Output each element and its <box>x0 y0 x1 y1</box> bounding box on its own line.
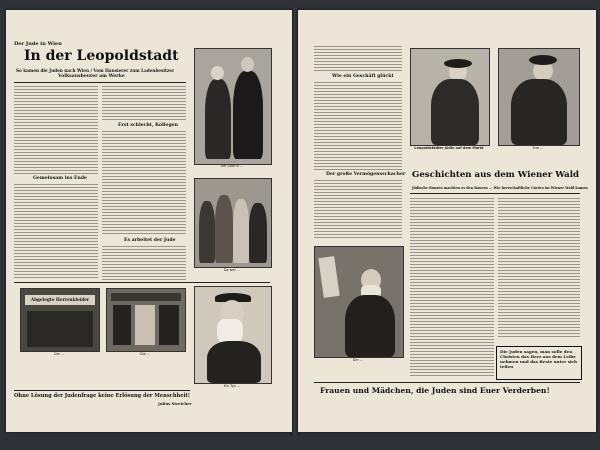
caption: Ihre ... <box>532 146 544 150</box>
figure <box>249 203 267 263</box>
hat <box>529 55 557 65</box>
subhead: Wie ein Geschäft glückt <box>332 74 394 79</box>
subtitle-line1: So kamen die Juden nach Wien / Vom Hausierer zum Ladenbesitzer <box>16 68 175 73</box>
left-page <box>6 10 292 432</box>
slogan-source: Julius Streicher <box>158 401 192 406</box>
header-rule <box>14 82 186 83</box>
figure <box>215 195 233 263</box>
text-column <box>102 246 186 280</box>
figure-man <box>233 71 263 159</box>
photo-old-man <box>194 286 272 384</box>
headline-rule <box>410 193 580 194</box>
caption: Die ... <box>54 352 64 356</box>
shop-window <box>135 305 155 345</box>
hat <box>444 59 472 68</box>
caption: Der ... <box>352 358 364 362</box>
caption: Die ... <box>140 352 150 356</box>
text-column <box>102 131 186 235</box>
text-column <box>498 198 580 338</box>
photo-group <box>194 178 272 268</box>
section-rule <box>14 282 270 283</box>
figure <box>233 199 249 263</box>
coat <box>207 341 261 383</box>
text-column <box>314 82 402 170</box>
slogan-rule <box>314 382 580 383</box>
coat <box>345 295 395 357</box>
quote-box <box>496 346 582 380</box>
page-title: In der Leopoldstadt <box>24 48 179 64</box>
photo-shop-1 <box>20 288 100 352</box>
text-column <box>314 46 402 72</box>
headline-sub: Jüdische Bonzen machten es den Bauern ... Wie herrschaftliche Gärten im Wiener Wald kamen <box>412 186 588 190</box>
slogan: Ohne Lösung der Judenfrage keine Erlösung der Menschheit! <box>14 393 190 399</box>
poster <box>318 256 339 298</box>
coat <box>431 79 479 145</box>
photo-shop-2 <box>106 288 186 352</box>
shop-window <box>27 311 93 347</box>
caption: Leopoldstädter Jüdin auf dem Markt <box>414 146 484 150</box>
caption: Der Jude in ... <box>220 164 244 168</box>
headline: Geschichten aus dem Wiener Wald <box>412 170 579 180</box>
shop-window <box>159 305 179 345</box>
shop-sign <box>111 293 181 301</box>
caption: Ein Typ ... <box>223 384 241 388</box>
text-column <box>14 184 98 280</box>
text-column <box>102 86 186 122</box>
right-page <box>298 10 596 432</box>
text-column <box>410 198 494 376</box>
shop-sign: Abgelegte Herrenkleider <box>25 295 95 305</box>
text-column <box>314 180 402 238</box>
text-column <box>14 86 98 174</box>
subhead: Gemeinsam ins Ende <box>33 176 87 181</box>
photo-woman-2 <box>498 48 580 146</box>
figure <box>199 201 215 263</box>
subtitle-line2: Volksausbeuter am Werke <box>58 74 125 79</box>
photo-couple <box>194 48 272 165</box>
photo-old-man-right <box>314 246 404 358</box>
slogan-rule <box>14 390 190 391</box>
quote-text: Die Juden sagen, man solle den Christen das Herz aus dem Leibe nehmen und das Beste unter sich teilen <box>500 349 578 369</box>
caption: Da war ... <box>223 268 241 272</box>
head <box>211 66 224 80</box>
figure-woman <box>205 79 231 159</box>
kicker: Der Jude in Wien <box>14 41 62 47</box>
subhead: Es arbeitet der Jude <box>124 238 176 243</box>
coat <box>511 79 567 145</box>
slogan: Frauen und Mädchen, die Juden sind Euer Verderben! <box>320 386 550 395</box>
subhead: Der große Vermögensschacher <box>326 172 406 177</box>
photo-woman-1 <box>410 48 490 146</box>
subhead: Erst schlecht, Kollegen <box>118 123 178 128</box>
shop-window <box>113 305 131 345</box>
head <box>241 57 254 72</box>
